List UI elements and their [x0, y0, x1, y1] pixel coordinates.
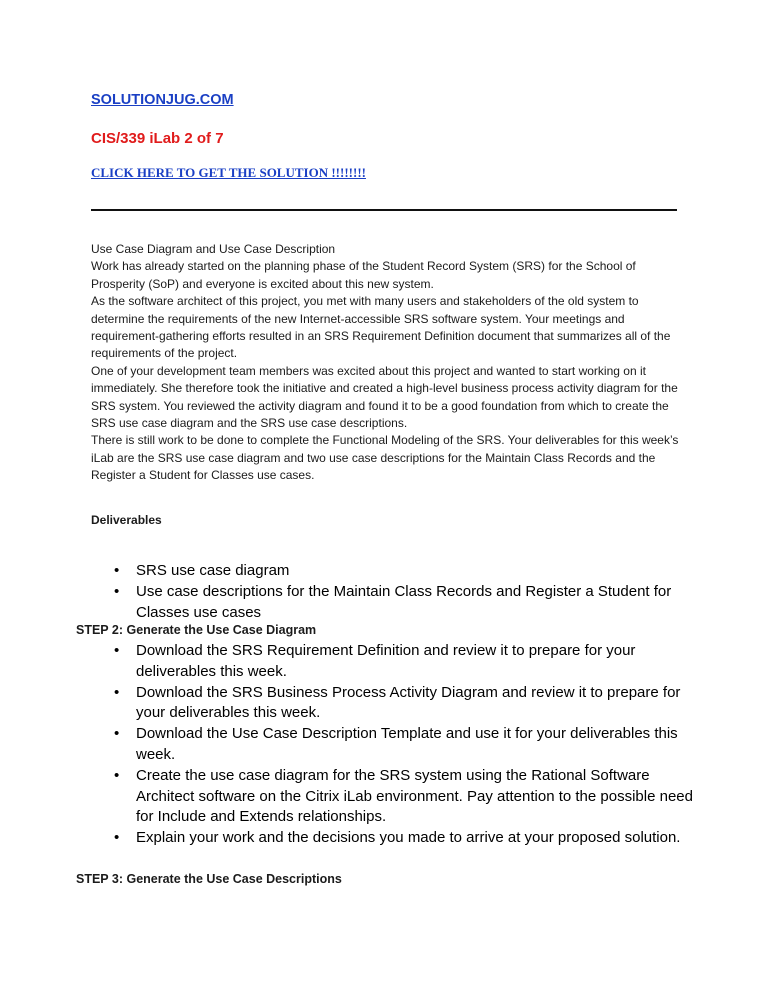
- list-item-text: Download the SRS Business Process Activity Diagram and review it to prepare for your deliverables this week.: [136, 683, 681, 722]
- bullet-icon: •: [114, 683, 120, 701]
- list-item-text: Download the SRS Requirement Definition and review it to prepare for your deliverables this week.: [136, 642, 636, 680]
- list-item: [95, 828, 695, 849]
- horizontal-divider: [91, 209, 677, 211]
- bullet-icon: •: [114, 562, 120, 579]
- step2-heading: STEP 2: Generate the Use Case Diagram: [76, 623, 317, 637]
- bullet-icon: •: [114, 642, 120, 659]
- site-link[interactable]: SOLUTIONJUG.COM: [91, 92, 234, 108]
- solution-link[interactable]: CLICK HERE TO GET THE SOLUTION !!!!!!!!: [91, 165, 366, 180]
- list-item: [95, 766, 695, 828]
- bullet-icon: •: [114, 582, 120, 600]
- list-item-text: Create the use case diagram for the SRS system using the Rational Software Architect software on the Citrix iLab environment. Pay attention to the possible need for Include and Extends relationships.: [136, 766, 693, 826]
- paragraph: One of your development team members was excited about this project and wanted to start working on it immediately. She therefore took the initiative and created a high-level business process activity diagram for the SRS system. You reviewed the activity diagram and found it to be a good foundation from which to create the SRS use case diagram and the SRS use case descriptions.: [91, 363, 678, 431]
- bullet-icon: •: [114, 725, 120, 743]
- list-item-text: Explain your work and the decisions you made to arrive at your proposed solution.: [136, 829, 681, 847]
- bullet-icon: •: [114, 766, 120, 784]
- bullet-icon: •: [114, 829, 120, 847]
- list-item: [95, 724, 695, 766]
- paragraph-heading: Use Case Diagram and Use Case Description: [91, 242, 336, 256]
- list-item: [95, 582, 685, 624]
- deliverables-heading: Deliverables: [91, 513, 162, 527]
- list-item-text: SRS use case diagram: [136, 562, 290, 579]
- paragraph: As the software architect of this project, you met with many users and stakeholders of the old system to determine the requirements of the new Internet-accessible SRS software system. Your meetings and requirement-gathering efforts resulted in an SRS Requirement Definition document that summarizes all of the requirements of the project.: [91, 294, 671, 361]
- paragraph: Work has already started on the planning phase of the Student Record System (SRS) for the School of Prosperity (SoP) and everyone is excited about this new system.: [91, 259, 636, 291]
- step3-heading: STEP 3: Generate the Use Case Descriptions: [76, 872, 342, 886]
- list-item: [95, 561, 685, 582]
- list-item-text: Use case descriptions for the Maintain Class Records and Register a Student for Classes use cases: [136, 582, 672, 621]
- deliverables-list: [95, 561, 685, 623]
- list-item: [95, 683, 695, 725]
- paragraph: There is still work to be done to complete the Functional Modeling of the SRS. Your deliverables for this week’s iLab are the SRS use case diagram and two use case descriptions for the Maintain Class Records and the Register a Student for Classes use cases.: [91, 433, 679, 483]
- document-title: CIS/339 iLab 2 of 7: [91, 130, 224, 147]
- list-item-text: Download the Use Case Description Template and use it for your deliverables this week.: [136, 725, 678, 763]
- step2-list: [95, 641, 695, 849]
- body-text: [91, 241, 691, 485]
- list-item: [95, 641, 695, 683]
